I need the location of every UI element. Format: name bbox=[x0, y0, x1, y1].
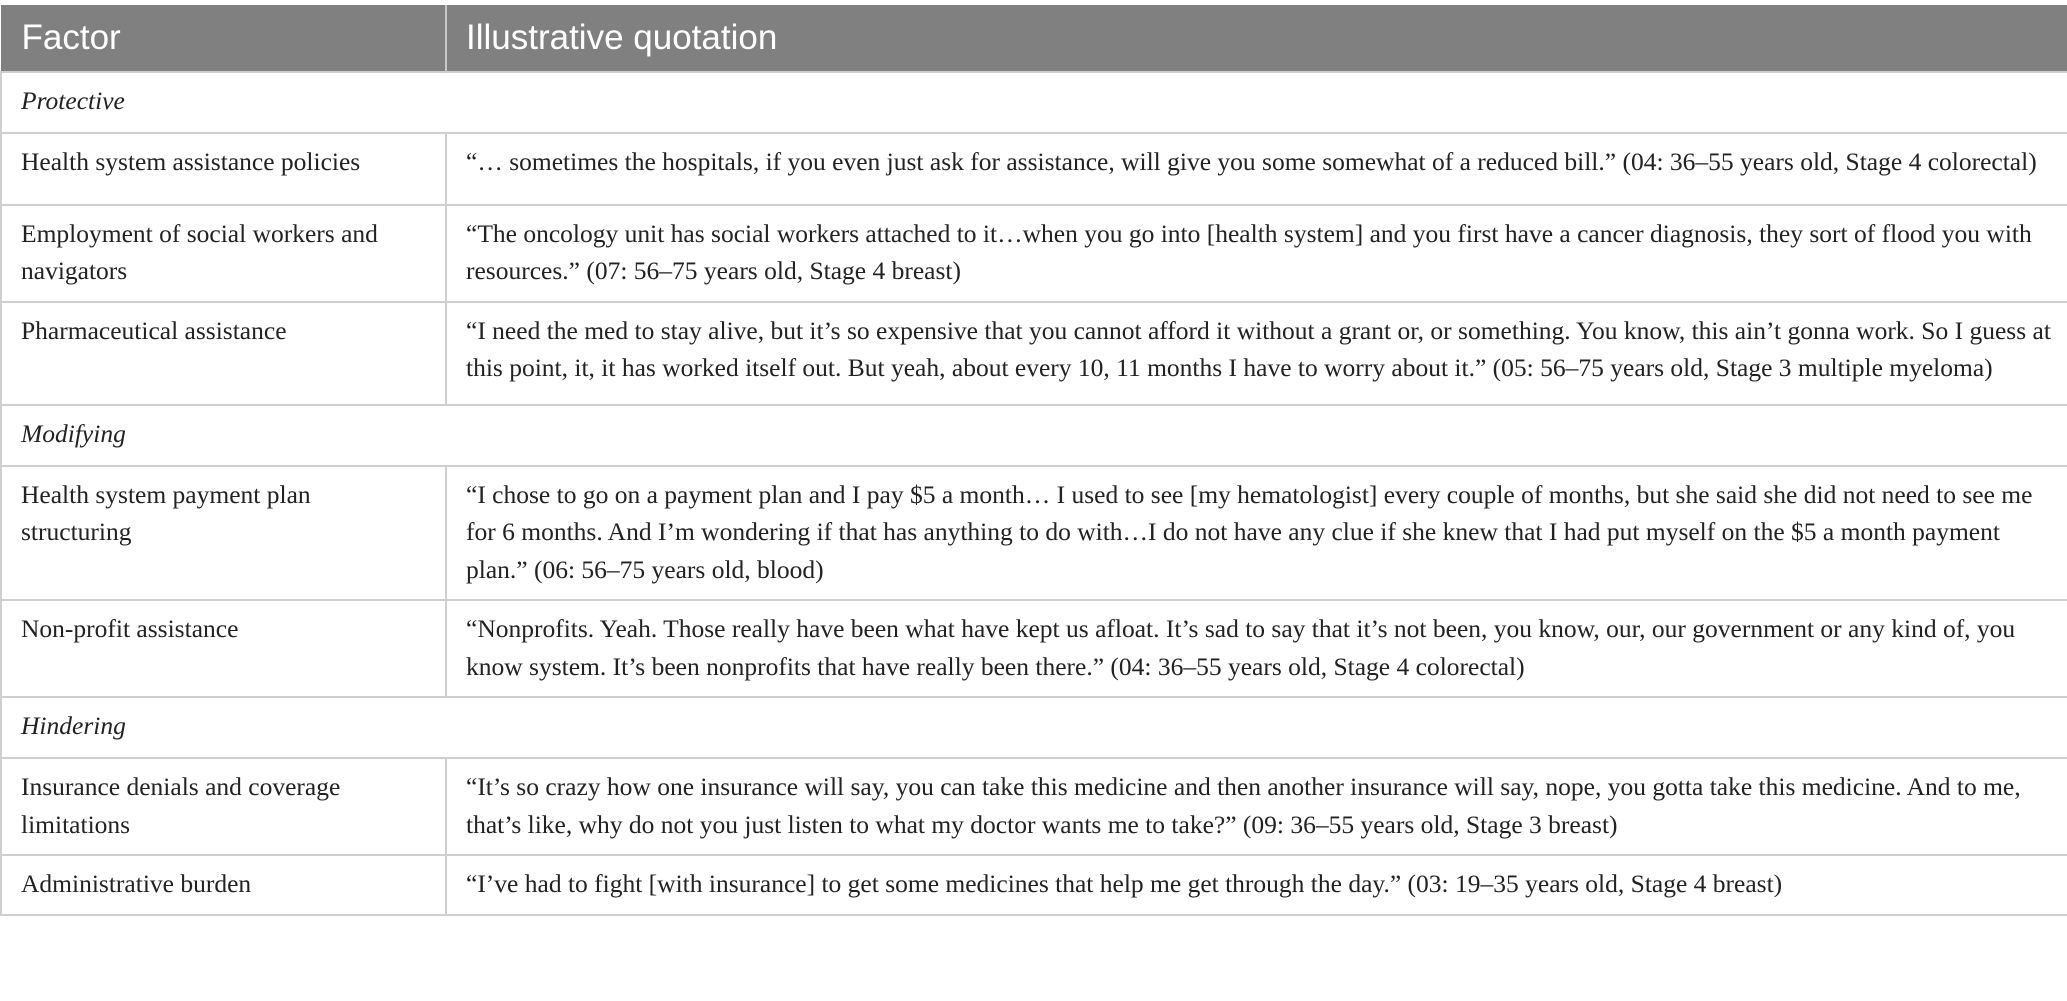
quotation-cell: “Nonprofits. Yeah. Those really have been what have kept us afloat. It’s sad to say that it’s not been, you know, our, our government or any kind of, you know system. It’s been nonprofits that have really been there.” (04: 36–55 years old, Stage 4 colorectal) bbox=[446, 600, 2067, 697]
factor-cell: Pharmaceutical assistance bbox=[1, 302, 446, 405]
section-row-hindering bbox=[1, 697, 2067, 758]
factors-table-container bbox=[0, 5, 2067, 916]
section-row-protective bbox=[1, 72, 2067, 133]
factor-cell: Employment of social workers and navigators bbox=[1, 205, 446, 302]
quotation-cell: “I need the med to stay alive, but it’s so expensive that you cannot afford it without a grant or, or something. You know, this ain’t gonna work. So I guess at this point, it, it has worked itself out. But yeah, about every 10, 11 months I have to worry about it.” (05: 56–75 years old, Stage 3 multiple myeloma) bbox=[446, 302, 2067, 405]
table-row bbox=[1, 205, 2067, 302]
factor-cell: Non-profit assistance bbox=[1, 600, 446, 697]
section-row-modifying bbox=[1, 405, 2067, 466]
quotation-cell: “I chose to go on a payment plan and I pay $5 a month… I used to see [my hematologist] every couple of months, but she said she did not need to see me for 6 months. And I’m wondering if that has anything to do with…I do not have any clue if she knew that I had put myself on the $5 a month payment plan.” (06: 56–75 years old, blood) bbox=[446, 466, 2067, 601]
factor-cell: Health system assistance policies bbox=[1, 133, 446, 205]
table-row bbox=[1, 758, 2067, 855]
quotation-cell: “I’ve had to fight [with insurance] to get some medicines that help me get through the day.” (03: 19–35 years old, Stage 4 breast) bbox=[446, 855, 2067, 915]
section-title: Modifying bbox=[1, 405, 2067, 466]
section-title: Protective bbox=[1, 72, 2067, 133]
quotation-cell: “It’s so crazy how one insurance will say, you can take this medicine and then another insurance will say, nope, you gotta take this medicine. And to me, that’s like, why do not you just listen to what my doctor wants me to take?” (09: 36–55 years old, Stage 3 breast) bbox=[446, 758, 2067, 855]
factors-table bbox=[0, 5, 2067, 916]
factor-cell: Health system payment plan structuring bbox=[1, 466, 446, 601]
header-row bbox=[1, 6, 2067, 72]
factor-cell: Insurance denials and coverage limitations bbox=[1, 758, 446, 855]
table-row bbox=[1, 466, 2067, 601]
section-title: Hindering bbox=[1, 697, 2067, 758]
table-row bbox=[1, 855, 2067, 915]
quotation-cell: “… sometimes the hospitals, if you even just ask for assistance, will give you some somewhat of a reduced bill.” (04: 36–55 years old, Stage 4 colorectal) bbox=[446, 133, 2067, 205]
table-header bbox=[1, 6, 2067, 72]
column-header-illustrative-quotation: Illustrative quotation bbox=[446, 6, 2067, 72]
table-row bbox=[1, 133, 2067, 205]
table-body bbox=[1, 72, 2067, 915]
quotation-cell: “The oncology unit has social workers attached to it…when you go into [health system] and you first have a cancer diagnosis, they sort of flood you with resources.” (07: 56–75 years old, Stage 4 breast) bbox=[446, 205, 2067, 302]
column-header-factor: Factor bbox=[1, 6, 446, 72]
factor-cell: Administrative burden bbox=[1, 855, 446, 915]
table-row bbox=[1, 302, 2067, 405]
table-row bbox=[1, 600, 2067, 697]
